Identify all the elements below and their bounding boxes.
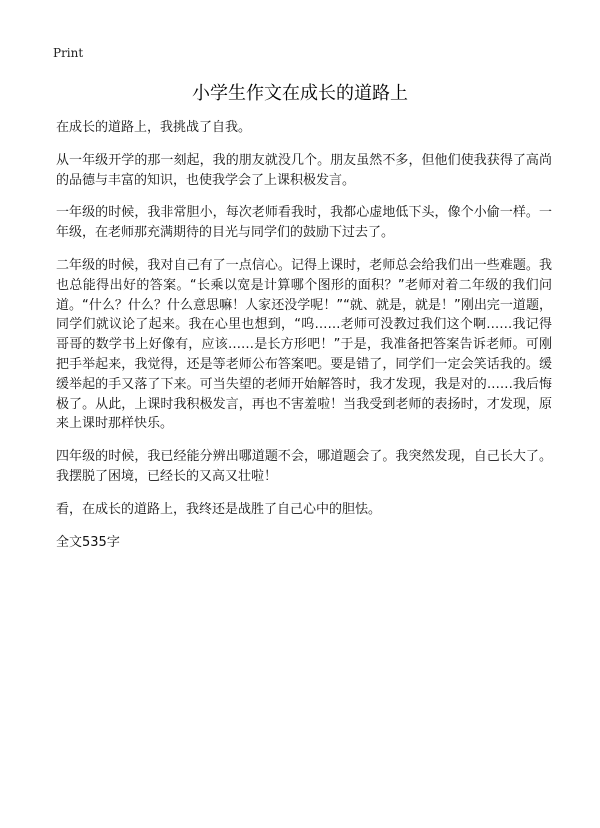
print-link[interactable]: Print [53,46,84,60]
paragraph: 一年级的时候，我非常胆小，每次老师看我时，我都心虚地低下头，像个小偷一样。一年级，在老师那充满期待的目光与同学们的鼓励下过去了。 [56,205,552,241]
paragraph: 看，在成长的道路上，我终还是战胜了自己心中的胆怯。 [56,501,382,517]
paragraph: 在成长的道路上，我挑战了自我。 [56,120,252,135]
article-title: 小学生作文在成长的道路上 [192,83,408,104]
word-count: 全文535字 [56,534,120,550]
paragraph: 从一年级开学的那一刻起，我的朋友就没几个。朋友虽然不多，但他们使我获得了高尚的品德与丰富的知识，也使我学会了上课积极发言。 [56,152,552,188]
paragraph: 四年级的时候，我已经能分辨出哪道题不会，哪道题会了。我突然发现，自己长大了。我摆脱了困境，已经长的又高又壮啦！ [56,449,552,484]
article-body [56,118,552,552]
paragraph: 二年级的时候，我对自己有了一点信心。记得上课时，老师总会给我们出一些难题。我也总能得出好的答案。“长乘以宽是计算哪个图形的面积？”老师对着二年级的我们问道。“什么？什么？什么意思嘛！人家还没学呢！”“就、就是，就是！”刚出完一道题，同学们就议论了起来。我在心里也想到，“呜……老师可没教过我们这个啊……我记得哥哥的数学书上好像有，应该……是长方形吧！”于是，我准备把答案告诉老师。可刚把手举起来，我觉得，还是等老师公布答案吧。要是错了，同学们一定会笑话我的。缓缓举起的手又落了下来。可当失望的老师开始解答时，我才发现，我是对的……我后悔极了。从此，上课时我积极发言，再也不害羞啦！当我受到老师的表扬时，才发现，原来上课时那样快乐。 [56,257,552,432]
